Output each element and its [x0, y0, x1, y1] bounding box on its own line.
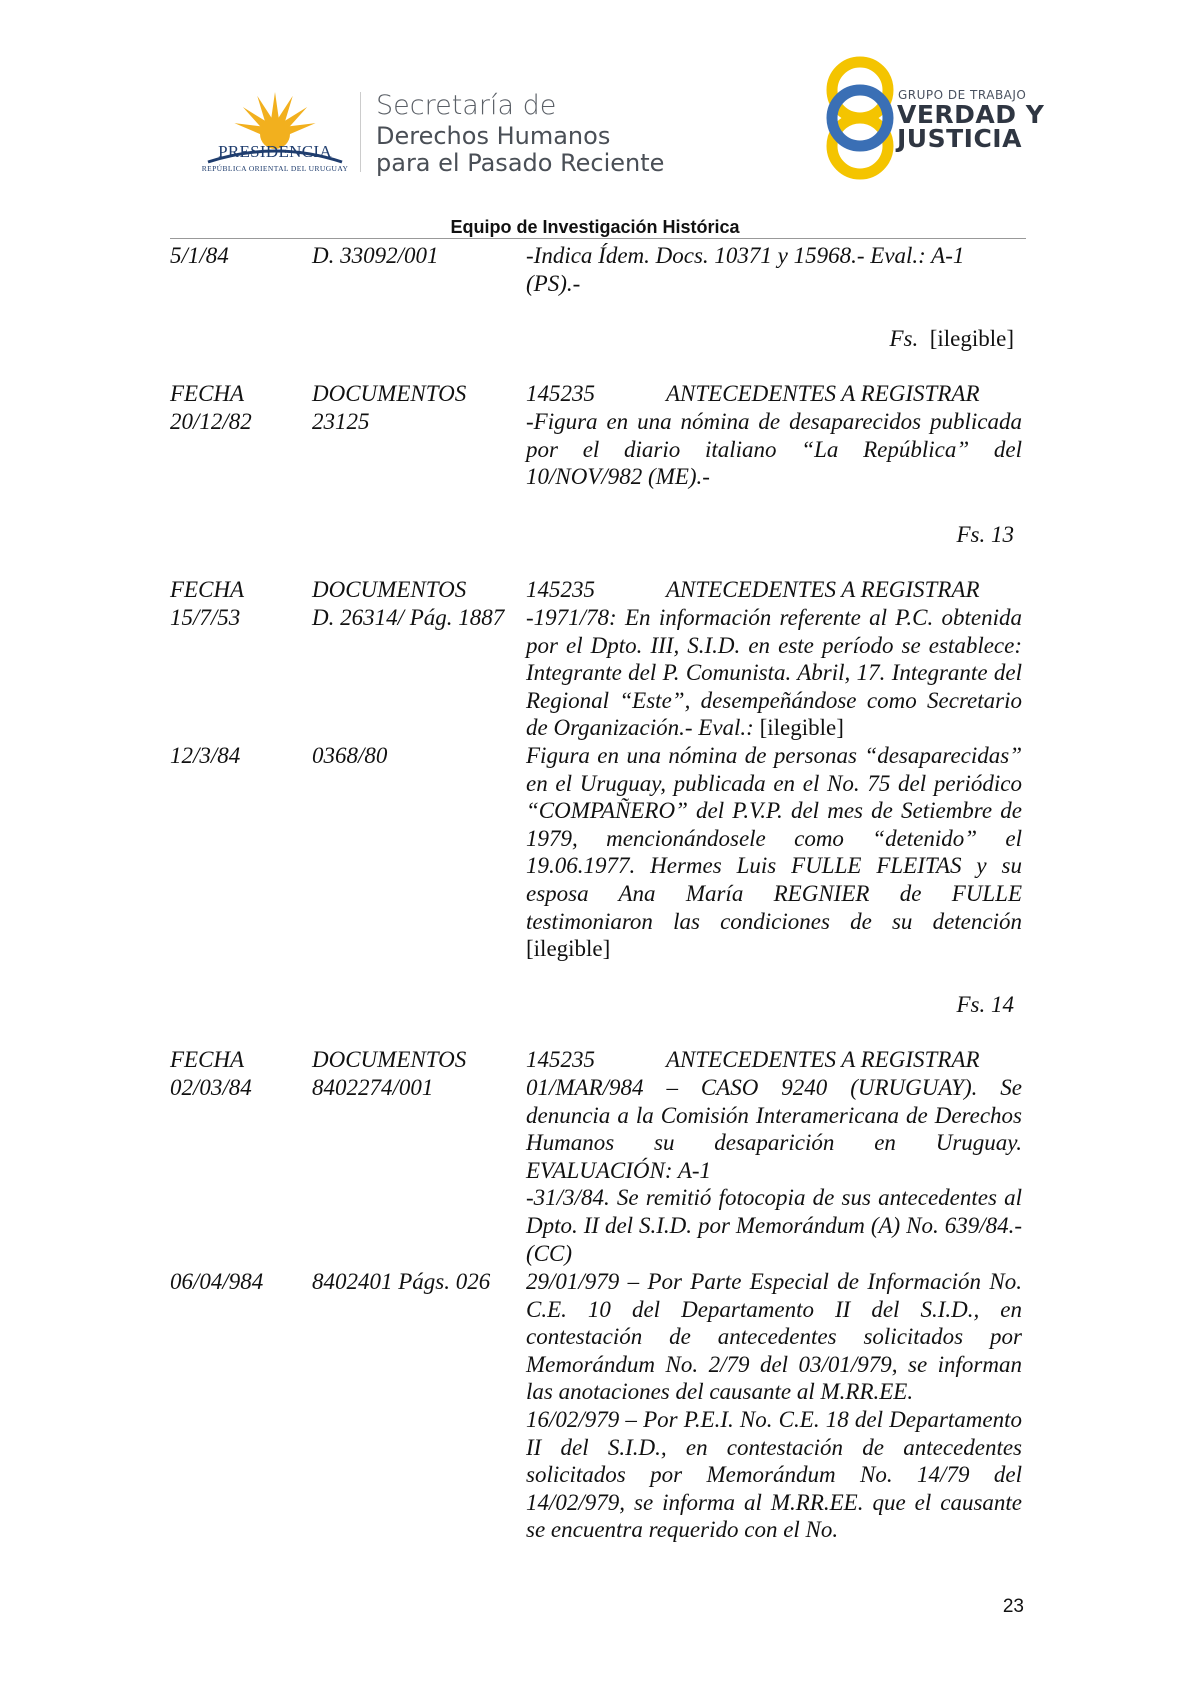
header-divider [360, 92, 361, 172]
entry-text: -Figura en una nómina de desaparecidos publicada por el diario italiano “La República” del 10/NOV/982 (ME).- [526, 409, 1022, 490]
secretaria-line-1: Secretaría de [376, 90, 557, 121]
entry-document: D. 26314/ Pág. 1887 [312, 605, 505, 630]
secretaria-line-3: para el Pasado Reciente [376, 149, 665, 177]
entry-date: 06/04/984 [170, 1269, 264, 1294]
entry-text [526, 604, 1022, 742]
header-title: ANTECEDENTES A REGISTRAR [666, 1047, 980, 1072]
header-rule [170, 238, 1026, 239]
entry-text-body: Figura en una nómina de personas “desaparecidas” en el Uruguay, publicada en el No. 75 del periódico “COMPAÑERO” del P.V.P. del mes de Setiembre de 1979, mencionándosele como “detenido” el 19.06.1977. Hermes Luis FULLE FLEITAS y su esposa Ana María REGNIER de FULLE testimoniaron las condiciones de su detención [526, 743, 1022, 934]
entry-text [526, 742, 1022, 963]
group-label: GRUPO DE TRABAJO [898, 88, 1027, 102]
header-documentos: DOCUMENTOS [312, 381, 467, 406]
header-documentos: DOCUMENTOS [312, 577, 467, 602]
entry-text [526, 1268, 1022, 1544]
folio-prefix: Fs. [889, 326, 919, 351]
presidencia-subtitle: REPÚBLICA ORIENTAL DEL URUGUAY [201, 164, 349, 173]
entry-document: D. 33092/001 [312, 243, 439, 268]
illegible-mark: [ilegible] [759, 715, 844, 741]
entry-text-body: -1971/78: En información referente al P.C. obtenida por el Dpto. III, S.I.D. en este período se establece: Integrante del P. Comunista. Abril, 17. Integrante del Regional “Este”, desempeñándose como Secretario de Organización.- Eval.: [526, 605, 1022, 741]
header-fecha: FECHA [170, 1047, 245, 1072]
header-fecha: FECHA [170, 381, 245, 406]
entry-date: 5/1/84 [170, 243, 229, 268]
page-header [0, 0, 1190, 220]
entry-date: 02/03/84 [170, 1075, 252, 1100]
team-title: Equipo de Investigación Histórica [450, 217, 740, 237]
folio-label: Fs. 13 [956, 522, 1014, 547]
header-code: 145235 [526, 577, 595, 602]
entry-document: 23125 [312, 409, 370, 434]
header-fecha: FECHA [170, 577, 245, 602]
group-title-1: VERDAD Y [897, 100, 1045, 129]
group-title-2: JUSTICIA [897, 124, 1022, 153]
header-code: 145235 [526, 1047, 595, 1072]
entry-date: 15/7/53 [170, 605, 241, 630]
entry-document: 8402401 Págs. 026 [312, 1269, 491, 1294]
entry-paragraph: 29/01/979 – Por Parte Especial de Información No. C.E. 10 del Departamento II del S.I.D., en contestación de antecedentes solicitados por Memorándum No. 2/79 del 03/01/979, se informan las anotaciones del causante al M.RR.EE. [526, 1269, 1022, 1405]
entry-document: 8402274/001 [312, 1075, 434, 1100]
presidencia-name: PRESIDENCIA [218, 142, 332, 161]
entry-text [526, 1074, 1022, 1267]
folio-label [889, 326, 1014, 352]
entry-paragraph: 16/02/979 – Por P.E.I. No. C.E. 18 del Departamento II del S.I.D., en contestación de antecedentes solicitados por Memorándum No. 14/79 del 14/02/979, se informa al M.RR.EE. que el causante se encuentra requerido con el No. [526, 1406, 1022, 1543]
header-title: ANTECEDENTES A REGISTRAR [666, 381, 980, 406]
entry-paragraph: -31/3/84. Se remitió fotocopia de sus antecedentes al Dpto. II del S.I.D. por Memorándum (A) No. 639/84.- (CC) [526, 1185, 1022, 1266]
entry-text: -Indica Ídem. Docs. 10371 y 15968.- Eval.: A-1 (PS).- [526, 243, 965, 296]
page-number: 23 [1002, 1596, 1024, 1617]
folio-value: [ilegible] [929, 326, 1014, 351]
entry-date: 12/3/84 [170, 743, 241, 768]
entry-date: 20/12/82 [170, 409, 252, 434]
secretaria-line-2: Derechos Humanos [376, 122, 611, 150]
folio-label: Fs. 14 [956, 992, 1014, 1017]
header-documentos: DOCUMENTOS [312, 1047, 467, 1072]
illegible-mark: [ilegible] [526, 936, 611, 962]
header-title: ANTECEDENTES A REGISTRAR [666, 577, 980, 602]
entry-document: 0368/80 [312, 743, 388, 768]
entry-paragraph: 01/MAR/984 – CASO 9240 (URUGUAY). Se denuncia a la Comisión Interamericana de Derechos Humanos su desaparición en Uruguay. EVALUACIÓN: A-1 [526, 1075, 1022, 1183]
header-code: 145235 [526, 381, 595, 406]
